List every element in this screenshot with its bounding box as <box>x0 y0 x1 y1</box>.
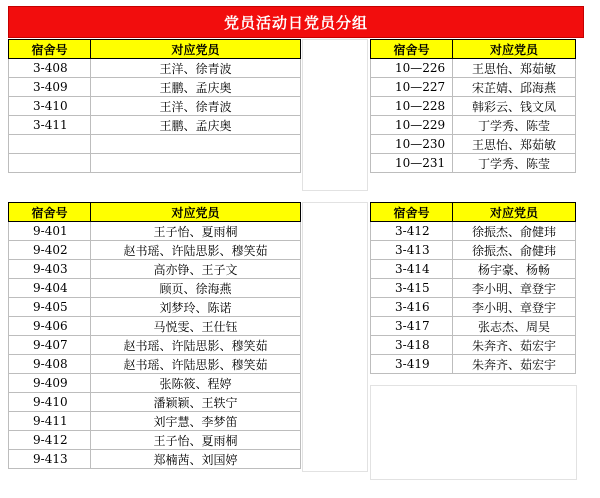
room-number-cell: 3-410 <box>9 97 91 116</box>
room-number-cell: 9-402 <box>9 241 91 260</box>
members-cell: 宋芷婧、邱海燕 <box>453 78 576 97</box>
table-row <box>371 59 576 78</box>
table-row <box>371 336 576 355</box>
table-row <box>9 97 301 116</box>
members-cell: 徐振杰、俞健玮 <box>453 241 576 260</box>
table-row <box>9 355 301 374</box>
members-cell: 杨宇豪、杨畅 <box>453 260 576 279</box>
room-number-cell: 9-412 <box>9 431 91 450</box>
room-number-cell: 9-408 <box>9 355 91 374</box>
room-number-cell: 9-406 <box>9 317 91 336</box>
members-cell: 徐振杰、俞健玮 <box>453 222 576 241</box>
table-row <box>371 260 576 279</box>
spacer-cell <box>302 202 368 472</box>
table-row <box>9 260 301 279</box>
members-cell: 赵书瑶、许陆思影、穆笑茹 <box>91 241 301 260</box>
room-number-cell: 9-410 <box>9 393 91 412</box>
room-number-cell: 10—228 <box>371 97 453 116</box>
header-members: 对应党员 <box>453 40 576 59</box>
table-row <box>9 241 301 260</box>
members-cell <box>91 154 301 173</box>
room-number-cell: 3-409 <box>9 78 91 97</box>
table-row <box>371 241 576 260</box>
table-row <box>371 154 576 173</box>
spreadsheet <box>8 6 584 488</box>
room-number-cell: 3-415 <box>371 279 453 298</box>
table-row <box>371 135 576 154</box>
header-room: 宿舍号 <box>9 203 91 222</box>
room-number-cell: 3-411 <box>9 116 91 135</box>
members-cell: 王洋、徐青波 <box>91 59 301 78</box>
members-cell: 刘宇慧、李梦笛 <box>91 412 301 431</box>
members-cell: 王思怡、郑茹敏 <box>453 135 576 154</box>
room-number-cell: 9-413 <box>9 450 91 469</box>
room-number-cell: 10—229 <box>371 116 453 135</box>
members-cell: 韩彩云、钱文凤 <box>453 97 576 116</box>
room-number-cell: 3-412 <box>371 222 453 241</box>
room-number-cell: 3-414 <box>371 260 453 279</box>
table-row <box>371 97 576 116</box>
header-members: 对应党员 <box>91 40 301 59</box>
group-table-3 <box>8 202 301 469</box>
table-row <box>371 317 576 336</box>
room-number-cell: 3-419 <box>371 355 453 374</box>
table-row <box>9 317 301 336</box>
table-row <box>371 298 576 317</box>
table-row <box>9 279 301 298</box>
group-table-1 <box>8 39 301 173</box>
table-row <box>9 412 301 431</box>
table-row <box>371 116 576 135</box>
header-room: 宿舍号 <box>9 40 91 59</box>
room-number-cell: 9-401 <box>9 222 91 241</box>
spacer-cell <box>370 385 577 480</box>
room-number-cell: 3-418 <box>371 336 453 355</box>
members-cell: 朱奔齐、茹宏宇 <box>453 336 576 355</box>
members-cell: 顾页、徐海燕 <box>91 279 301 298</box>
header-members: 对应党员 <box>453 203 576 222</box>
members-cell: 张陈筱、程婷 <box>91 374 301 393</box>
members-cell: 王子怡、夏雨桐 <box>91 431 301 450</box>
table-row <box>9 78 301 97</box>
table-row <box>371 279 576 298</box>
group-table-2 <box>370 39 576 173</box>
table-row <box>9 222 301 241</box>
room-number-cell <box>9 135 91 154</box>
members-cell: 李小明、章登宇 <box>453 298 576 317</box>
table-row <box>9 431 301 450</box>
members-cell: 张志杰、周昊 <box>453 317 576 336</box>
room-number-cell: 9-403 <box>9 260 91 279</box>
members-cell: 王鹏、孟庆奥 <box>91 116 301 135</box>
table-row <box>9 116 301 135</box>
room-number-cell: 3-416 <box>371 298 453 317</box>
header-room: 宿舍号 <box>371 40 453 59</box>
table-row <box>371 78 576 97</box>
room-number-cell: 9-407 <box>9 336 91 355</box>
members-cell: 丁学秀、陈莹 <box>453 154 576 173</box>
table-row <box>9 59 301 78</box>
room-number-cell: 10—227 <box>371 78 453 97</box>
members-cell: 李小明、章登宇 <box>453 279 576 298</box>
group-table-4 <box>370 202 576 374</box>
room-number-cell: 9-409 <box>9 374 91 393</box>
page-title: 党员活动日党员分组 <box>8 6 584 38</box>
table-row <box>9 135 301 154</box>
members-cell: 赵书瑶、许陆思影、穆笑茹 <box>91 336 301 355</box>
members-cell: 刘梦玲、陈诺 <box>91 298 301 317</box>
room-number-cell: 3-408 <box>9 59 91 78</box>
room-number-cell: 3-417 <box>371 317 453 336</box>
room-number-cell: 9-405 <box>9 298 91 317</box>
members-cell <box>91 135 301 154</box>
members-cell: 赵书瑶、许陆思影、穆笑茹 <box>91 355 301 374</box>
members-cell: 王子怡、夏雨桐 <box>91 222 301 241</box>
header-room: 宿舍号 <box>371 203 453 222</box>
header-members: 对应党员 <box>91 203 301 222</box>
table-row <box>9 393 301 412</box>
table-row <box>371 222 576 241</box>
members-cell: 王鹏、孟庆奥 <box>91 78 301 97</box>
room-number-cell: 3-413 <box>371 241 453 260</box>
table-row <box>371 355 576 374</box>
table-row <box>9 450 301 469</box>
room-number-cell <box>9 154 91 173</box>
room-number-cell: 10—226 <box>371 59 453 78</box>
members-cell: 高亦铮、王子文 <box>91 260 301 279</box>
table-row <box>9 154 301 173</box>
room-number-cell: 9-411 <box>9 412 91 431</box>
table-row <box>9 336 301 355</box>
members-cell: 潘颖颖、王轶宁 <box>91 393 301 412</box>
table-row <box>9 374 301 393</box>
table-row <box>9 298 301 317</box>
members-cell: 朱奔齐、茹宏宇 <box>453 355 576 374</box>
room-number-cell: 10—230 <box>371 135 453 154</box>
spacer-cell <box>302 39 368 191</box>
members-cell: 马悦雯、王仕钰 <box>91 317 301 336</box>
room-number-cell: 9-404 <box>9 279 91 298</box>
members-cell: 王洋、徐青波 <box>91 97 301 116</box>
members-cell: 丁学秀、陈莹 <box>453 116 576 135</box>
members-cell: 王思怡、郑茹敏 <box>453 59 576 78</box>
members-cell: 郑楠茜、刘国婷 <box>91 450 301 469</box>
room-number-cell: 10—231 <box>371 154 453 173</box>
